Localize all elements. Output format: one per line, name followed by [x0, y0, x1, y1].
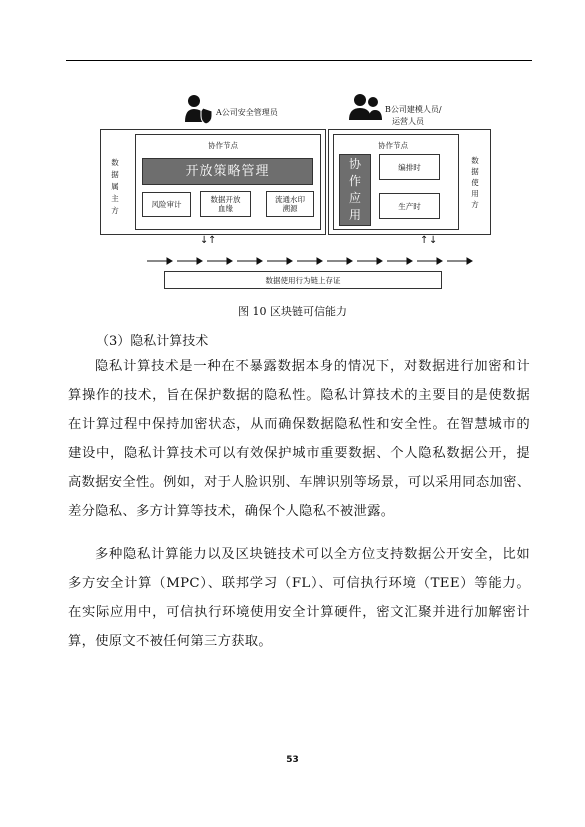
paragraph-line: 多种隐私计算能力以及区块链技术可以全方位支持数据公开安全，比如	[95, 547, 530, 562]
paragraph-line: 高数据安全性。例如，对于人脸识别、车牌识别等场景，可以采用同态加密、	[68, 475, 531, 490]
admin-shield-icon	[184, 94, 214, 124]
paragraph-1	[68, 352, 530, 526]
up-arrow-icon: ↑	[420, 235, 429, 246]
actor-b-label-2: 运营人员	[392, 117, 424, 126]
down-arrow-icon: ↓	[200, 235, 209, 246]
watermark-line1: 流通水印	[275, 195, 305, 204]
production-time: 生产时	[379, 193, 440, 219]
paragraph-line: 差分隐私、多方计算等技术，确保个人隐私不被泄露。	[68, 504, 395, 519]
paragraph-line: 在实际应用中，可信执行环境使用安全计算硬件，密文汇聚并进行加解密计	[68, 605, 530, 620]
collab-application: 协作应用	[339, 154, 371, 226]
ledger-record: 数据使用行为链上存证	[164, 271, 442, 289]
data-open-line2: 血缘	[218, 204, 233, 213]
watermark-line2: 溯源	[282, 204, 298, 213]
open-policy-management: 开放策略管理	[142, 158, 313, 185]
actor-b-label-1: B公司建模人员/	[385, 105, 442, 114]
paragraph-line: 多方安全计算（MPC）、联邦学习（FL）、可信执行环境（TEE）等能力。	[68, 576, 530, 591]
paragraph-line: 建设中，隐私计算技术可以有效保护城市重要数据、个人隐私数据公开，提	[68, 446, 530, 461]
owner-side-label: 数据属主方	[111, 158, 119, 215]
up-arrow-icon: ↑	[208, 235, 217, 246]
blockchain-diagram	[0, 0, 585, 300]
section-title: （3）隐私计算技术	[96, 334, 209, 349]
down-arrow-icon: ↓	[429, 235, 438, 246]
users-icon	[349, 93, 383, 121]
paragraph-line: 隐私计算技术是一种在不暴露数据本身的情况下，对数据进行加密和计	[95, 359, 530, 374]
chain-arrows	[145, 256, 480, 266]
right-node-title: 协作节点	[378, 141, 408, 150]
data-open-lineage	[200, 191, 251, 217]
paragraph-line: 算操作的技术，旨在保护数据的隐私性。隐私计算技术的主要目的是使数据	[68, 388, 530, 403]
data-open-line1: 数据开放	[210, 195, 241, 204]
watermark-trace	[266, 191, 314, 217]
left-node-title: 协作节点	[208, 141, 238, 150]
paragraph-line: 算，使原文不被任何第三方获取。	[68, 634, 272, 649]
figure-caption: 图 10 区块链可信能力	[238, 305, 347, 318]
user-side-label: 数据使用方	[471, 156, 479, 209]
risk-audit: 风险审计	[142, 192, 191, 217]
page-number: 53	[286, 755, 299, 765]
modeling-time: 编排时	[379, 154, 440, 180]
paragraph-2	[68, 540, 530, 656]
actor-a-label: A公司安全管理员	[216, 108, 278, 117]
paragraph-line: 在计算过程中保持加密状态，从而确保数据隐私性和安全性。在智慧城市的	[68, 417, 530, 432]
